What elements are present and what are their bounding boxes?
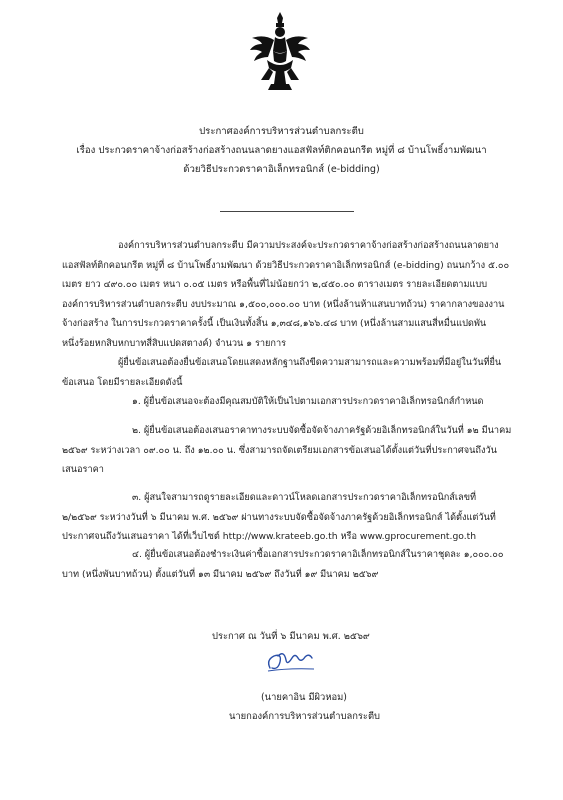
paragraph-intro <box>62 236 514 353</box>
paragraph-qualifications <box>62 353 514 392</box>
paragraph-line: องค์การบริหารส่วนตำบลกระตีบ งบประมาณ ๑,๕๐๐,๐๐๐.๐๐ บาท (หนึ่งล้านห้าแสนบาทถ้วน) ราคากลางของงาน <box>62 298 505 310</box>
paragraph-line: ข้อเสนอ โดยมีรายละเอียดดังนี้ <box>62 376 183 388</box>
paragraph-line: ๑. ผู้ยื่นข้อเสนอจะต้องมีคุณสมบัติให้เป็นไปตามเอกสารประกวดราคาอิเล็กทรอนิกส์กำหนด <box>132 396 484 407</box>
list-item-2 <box>62 421 514 480</box>
garuda-emblem-icon <box>249 10 311 92</box>
list-item-3 <box>62 488 514 547</box>
paragraph-line: จ้างก่อสร้าง ในการประกวดราคาครั้งนี้ เป็นเงินทั้งสิ้น ๑,๓๔๘,๑๖๖.๔๘ บาท (หนึ่งล้านสามแสนสี่หมื่นแปดพัน <box>62 318 487 329</box>
paragraph-line: ผู้ยื่นข้อเสนอต้องยื่นข้อเสนอโดยแสดงหลักฐานถึงขีดความสามารถและความพร้อมที่มีอยู่ในวันที่ยื่น <box>118 357 502 368</box>
paragraph-line: แอสฟัลท์ติกคอนกรีต หมู่ที่ ๘ บ้านโพธิ์งามพัฒนา ด้วยวิธีประกวดราคาอิเล็กทรอนิกส์ (e-bidding) ถนนกว้าง ๕.๐๐ <box>62 259 510 271</box>
list-item-4 <box>62 545 514 584</box>
paragraph-line: เสนอราคา <box>62 464 104 475</box>
announcement-date: ประกาศ ณ วันที่ ๖ มีนาคม พ.ศ. ๒๕๖๙ <box>212 631 370 642</box>
paragraph-line: ๔. ผู้ยื่นข้อเสนอต้องชำระเงินค่าซื้อเอกสารประกวดราคาอิเล็กทรอนิกส์ในราคาชุดละ ๑,๐๐๐.๐๐ <box>132 549 504 560</box>
signer-name: (นายคาอิน มีผิวหอม) <box>261 692 347 703</box>
paragraph-line: เมตร ยาว ๔๙๐.๐๐ เมตร หนา ๐.๐๕ เมตร หรือพื้นที่ไม่น้อยกว่า ๒,๔๕๐.๐๐ ตารางเมตร รายละเอียดตามแบบ <box>62 279 488 290</box>
signature-icon <box>264 646 320 674</box>
paragraph-line: องค์การบริหารส่วนตำบลกระตีบ มีความประสงค์จะประกวดราคาจ้างก่อสร้างก่อสร้างถนนลาดยาง <box>118 240 499 251</box>
paragraph-line: ประกาศจนถึงวันเสนอราคา ได้ที่เว็บไซต์ http://www.krateeb.go.th หรือ www.gprocurement.go.th <box>62 531 477 542</box>
paragraph-line: ๒๕๖๙ ระหว่างเวลา ๐๙.๐๐ น. ถึง ๑๒.๐๐ น. ซึ่งสามารถจัดเตรียมเอกสารข้อเสนอได้ตั้งแต่วันที่ประกาศจนถึงวัน <box>62 444 497 456</box>
announcement-title: ประกาศองค์การบริหารส่วนตำบลกระตีบ <box>199 126 364 137</box>
list-item-1 <box>62 392 514 412</box>
paragraph-line: บาท (หนึ่งพันบาทถ้วน) ตั้งแต่วันที่ ๑๓ มีนาคม ๒๕๖๙ ถึงวันที่ ๑๙ มีนาคม ๒๕๖๙ <box>62 568 379 580</box>
paragraph-line: ๒. ผู้ยื่นข้อเสนอต้องเสนอราคาทางระบบจัดซื้อจัดจ้างภาครัฐด้วยอิเล็กทรอนิกส์ในวันที่ ๑๒ มีนาคม <box>132 425 512 436</box>
paragraph-line: ๓. ผู้สนใจสามารถดูรายละเอียดและดาวน์โหลดเอกสารประกวดราคาอิเล็กทรอนิกส์เลขที่ <box>132 492 477 503</box>
announcement-subject: เรื่อง ประกวดราคาจ้างก่อสร้างก่อสร้างถนนลาดยางแอสฟัลท์ติกคอนกรีต หมู่ที่ ๘ บ้านโพธิ์งามพัฒนา <box>76 145 487 156</box>
header-divider <box>220 211 354 212</box>
announcement-method: ด้วยวิธีประกวดราคาอิเล็กทรอนิกส์ (e-bidding) <box>183 164 380 175</box>
paragraph-line: หนึ่งร้อยหกสิบหกบาทสี่สิบแปดสตางค์) จำนวน ๑ รายการ <box>62 337 287 349</box>
signer-position: นายกองค์การบริหารส่วนตำบลกระตีบ <box>229 711 380 722</box>
paragraph-line: ๒/๒๕๖๙ ระหว่างวันที่ ๖ มีนาคม พ.ศ. ๒๕๖๙ ผ่านทางระบบจัดซื้อจัดจ้างภาครัฐด้วยอิเล็กทรอนิกส์ ได้ตั้งแต่วันที่ <box>62 511 496 523</box>
